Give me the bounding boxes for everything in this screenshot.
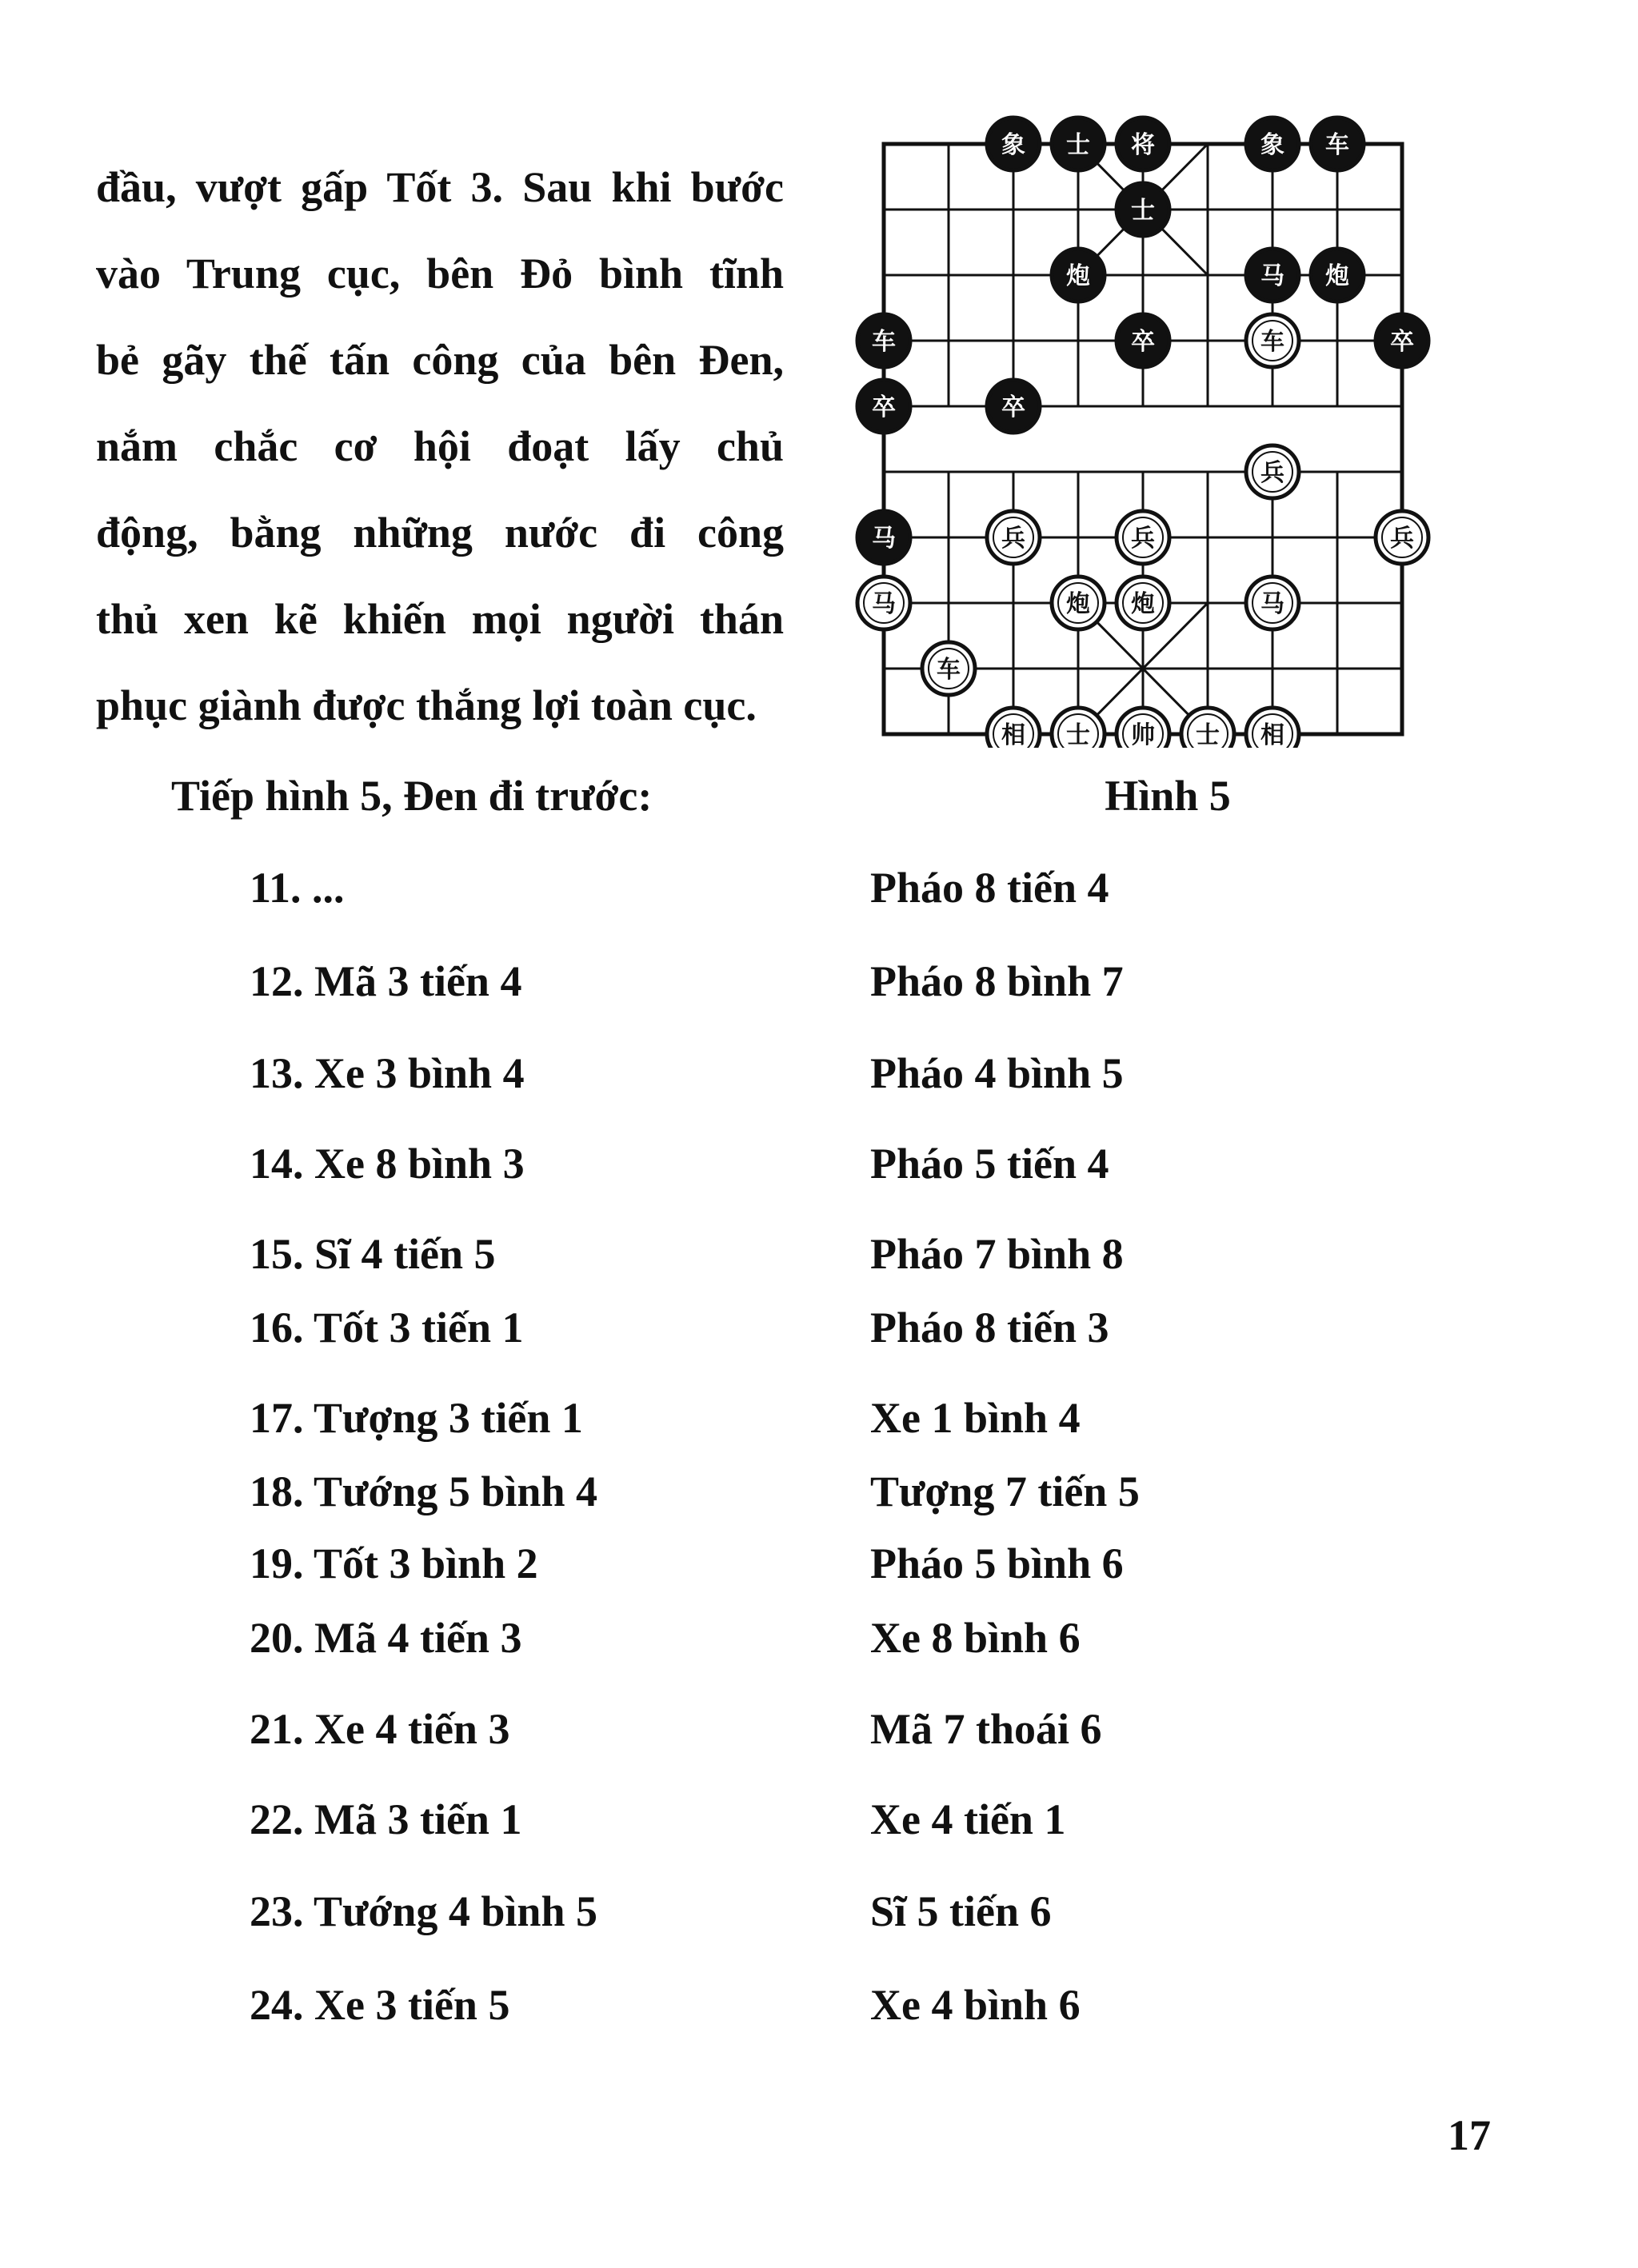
- red-piece: [1246, 708, 1299, 748]
- move-red: 18. Tướng 5 bình 4: [250, 1467, 597, 1515]
- piece-glyph: 将: [1131, 131, 1155, 159]
- piece-glyph: 相: [1001, 721, 1025, 748]
- piece-glyph: 卒: [872, 393, 896, 421]
- piece-glyph: 兵: [1390, 525, 1414, 553]
- paragraph-line: thủ xen kẽ khiến mọi người thán: [96, 595, 784, 643]
- piece-glyph: 炮: [1325, 262, 1349, 290]
- red-piece: [857, 577, 910, 629]
- xiangqi-board-figure: [852, 108, 1436, 748]
- piece-glyph: 车: [1325, 131, 1349, 159]
- piece-glyph: 车: [937, 656, 961, 684]
- paragraph-line: đầu, vượt gấp Tốt 3. Sau khi bước: [96, 163, 784, 211]
- piece-glyph: 士: [1066, 721, 1090, 748]
- paragraph-line: vào Trung cục, bên Đỏ bình tĩnh: [96, 250, 784, 297]
- body-paragraph: [96, 144, 784, 749]
- move-black: Pháo 8 tiến 4: [870, 864, 1109, 912]
- black-piece: [1052, 118, 1105, 170]
- move-red: 22. Mã 3 tiến 1: [250, 1795, 522, 1843]
- move-red: 16. Tốt 3 tiến 1: [250, 1304, 524, 1352]
- move-black: Xe 8 bình 6: [870, 1614, 1081, 1662]
- page-number: 17: [1448, 2111, 1491, 2159]
- piece-glyph: 兵: [1260, 459, 1284, 487]
- move-red: 13. Xe 3 bình 4: [250, 1049, 525, 1097]
- move-black: Tượng 7 tiến 5: [870, 1467, 1140, 1515]
- piece-glyph: 马: [872, 590, 896, 618]
- piece-glyph: 兵: [1131, 525, 1155, 553]
- paragraph-line: động, bằng những nước đi công: [96, 509, 784, 557]
- move-black: Pháo 7 bình 8: [870, 1230, 1124, 1278]
- piece-glyph: 马: [1260, 590, 1284, 618]
- piece-glyph: 士: [1131, 197, 1155, 225]
- piece-glyph: 炮: [1066, 262, 1090, 290]
- piece-glyph: 兵: [1001, 525, 1025, 553]
- red-piece: [1246, 445, 1299, 498]
- piece-glyph: 卒: [1131, 328, 1155, 356]
- red-piece: [1246, 577, 1299, 629]
- black-piece: [1376, 314, 1428, 367]
- piece-glyph: 士: [1066, 131, 1090, 159]
- black-piece: [1311, 118, 1364, 170]
- move-red: 20. Mã 4 tiến 3: [250, 1614, 522, 1662]
- piece-glyph: 车: [1260, 328, 1284, 356]
- piece-glyph: 相: [1260, 721, 1284, 748]
- move-black: Pháo 8 tiến 3: [870, 1304, 1109, 1352]
- move-red: 15. Sĩ 4 tiến 5: [250, 1230, 496, 1278]
- black-piece: [857, 314, 910, 367]
- paragraph-line: nắm chắc cơ hội đoạt lấy chủ: [96, 422, 784, 470]
- moves-intro: Tiếp hình 5, Đen đi trước:: [171, 772, 653, 820]
- red-piece: [1246, 314, 1299, 367]
- red-piece: [922, 642, 975, 695]
- piece-glyph: 炮: [1066, 590, 1090, 618]
- black-piece: [1246, 118, 1299, 170]
- piece-glyph: 象: [1001, 131, 1025, 159]
- black-piece: [987, 118, 1040, 170]
- piece-glyph: 士: [1196, 721, 1220, 748]
- red-piece: [987, 708, 1040, 748]
- move-black: Mã 7 thoái 6: [870, 1705, 1102, 1753]
- red-piece: [1117, 511, 1169, 564]
- move-black: Pháo 5 tiến 4: [870, 1140, 1109, 1188]
- red-piece: [1117, 577, 1169, 629]
- black-piece: [1311, 249, 1364, 301]
- black-piece: [1117, 314, 1169, 367]
- move-red: 24. Xe 3 tiến 5: [250, 1981, 510, 2029]
- black-piece: [1246, 249, 1299, 301]
- red-piece: [1052, 708, 1105, 748]
- move-red: 17. Tượng 3 tiến 1: [250, 1394, 583, 1442]
- red-piece: [1117, 708, 1169, 748]
- move-red: 12. Mã 3 tiến 4: [250, 957, 522, 1005]
- black-piece: [1052, 249, 1105, 301]
- move-red: 19. Tốt 3 bình 2: [250, 1539, 538, 1587]
- piece-glyph: 帅: [1131, 721, 1155, 748]
- move-black: Pháo 8 bình 7: [870, 957, 1124, 1005]
- xiangqi-board: [852, 108, 1436, 748]
- black-piece: [1117, 183, 1169, 236]
- move-black: Xe 4 tiến 1: [870, 1795, 1066, 1843]
- move-black: Sĩ 5 tiến 6: [870, 1887, 1052, 1935]
- red-piece: [1376, 511, 1428, 564]
- red-piece: [1181, 708, 1234, 748]
- move-black: Pháo 4 bình 5: [870, 1049, 1124, 1097]
- piece-glyph: 马: [872, 525, 896, 553]
- piece-glyph: 车: [872, 328, 896, 356]
- move-black: Pháo 5 bình 6: [870, 1539, 1124, 1587]
- piece-glyph: 卒: [1001, 393, 1025, 421]
- piece-glyph: 卒: [1390, 328, 1414, 356]
- red-piece: [987, 511, 1040, 564]
- piece-glyph: 象: [1260, 131, 1284, 159]
- black-piece: [987, 380, 1040, 433]
- move-black: Xe 1 bình 4: [870, 1394, 1081, 1442]
- paragraph-line: phục giành được thắng lợi toàn cục.: [96, 681, 757, 729]
- red-piece: [1052, 577, 1105, 629]
- move-red: 23. Tướng 4 bình 5: [250, 1887, 597, 1935]
- piece-glyph: 马: [1260, 262, 1284, 290]
- figure-caption: Hình 5: [1105, 772, 1231, 820]
- paragraph-line: bẻ gãy thế tấn công của bên Đen,: [96, 336, 784, 384]
- piece-glyph: 炮: [1131, 590, 1155, 618]
- black-piece: [857, 380, 910, 433]
- move-black: Xe 4 bình 6: [870, 1981, 1081, 2029]
- move-red: 14. Xe 8 bình 3: [250, 1140, 525, 1188]
- black-piece: [1117, 118, 1169, 170]
- black-piece: [857, 511, 910, 564]
- move-red: 11. ...: [250, 864, 345, 912]
- move-red: 21. Xe 4 tiến 3: [250, 1705, 510, 1753]
